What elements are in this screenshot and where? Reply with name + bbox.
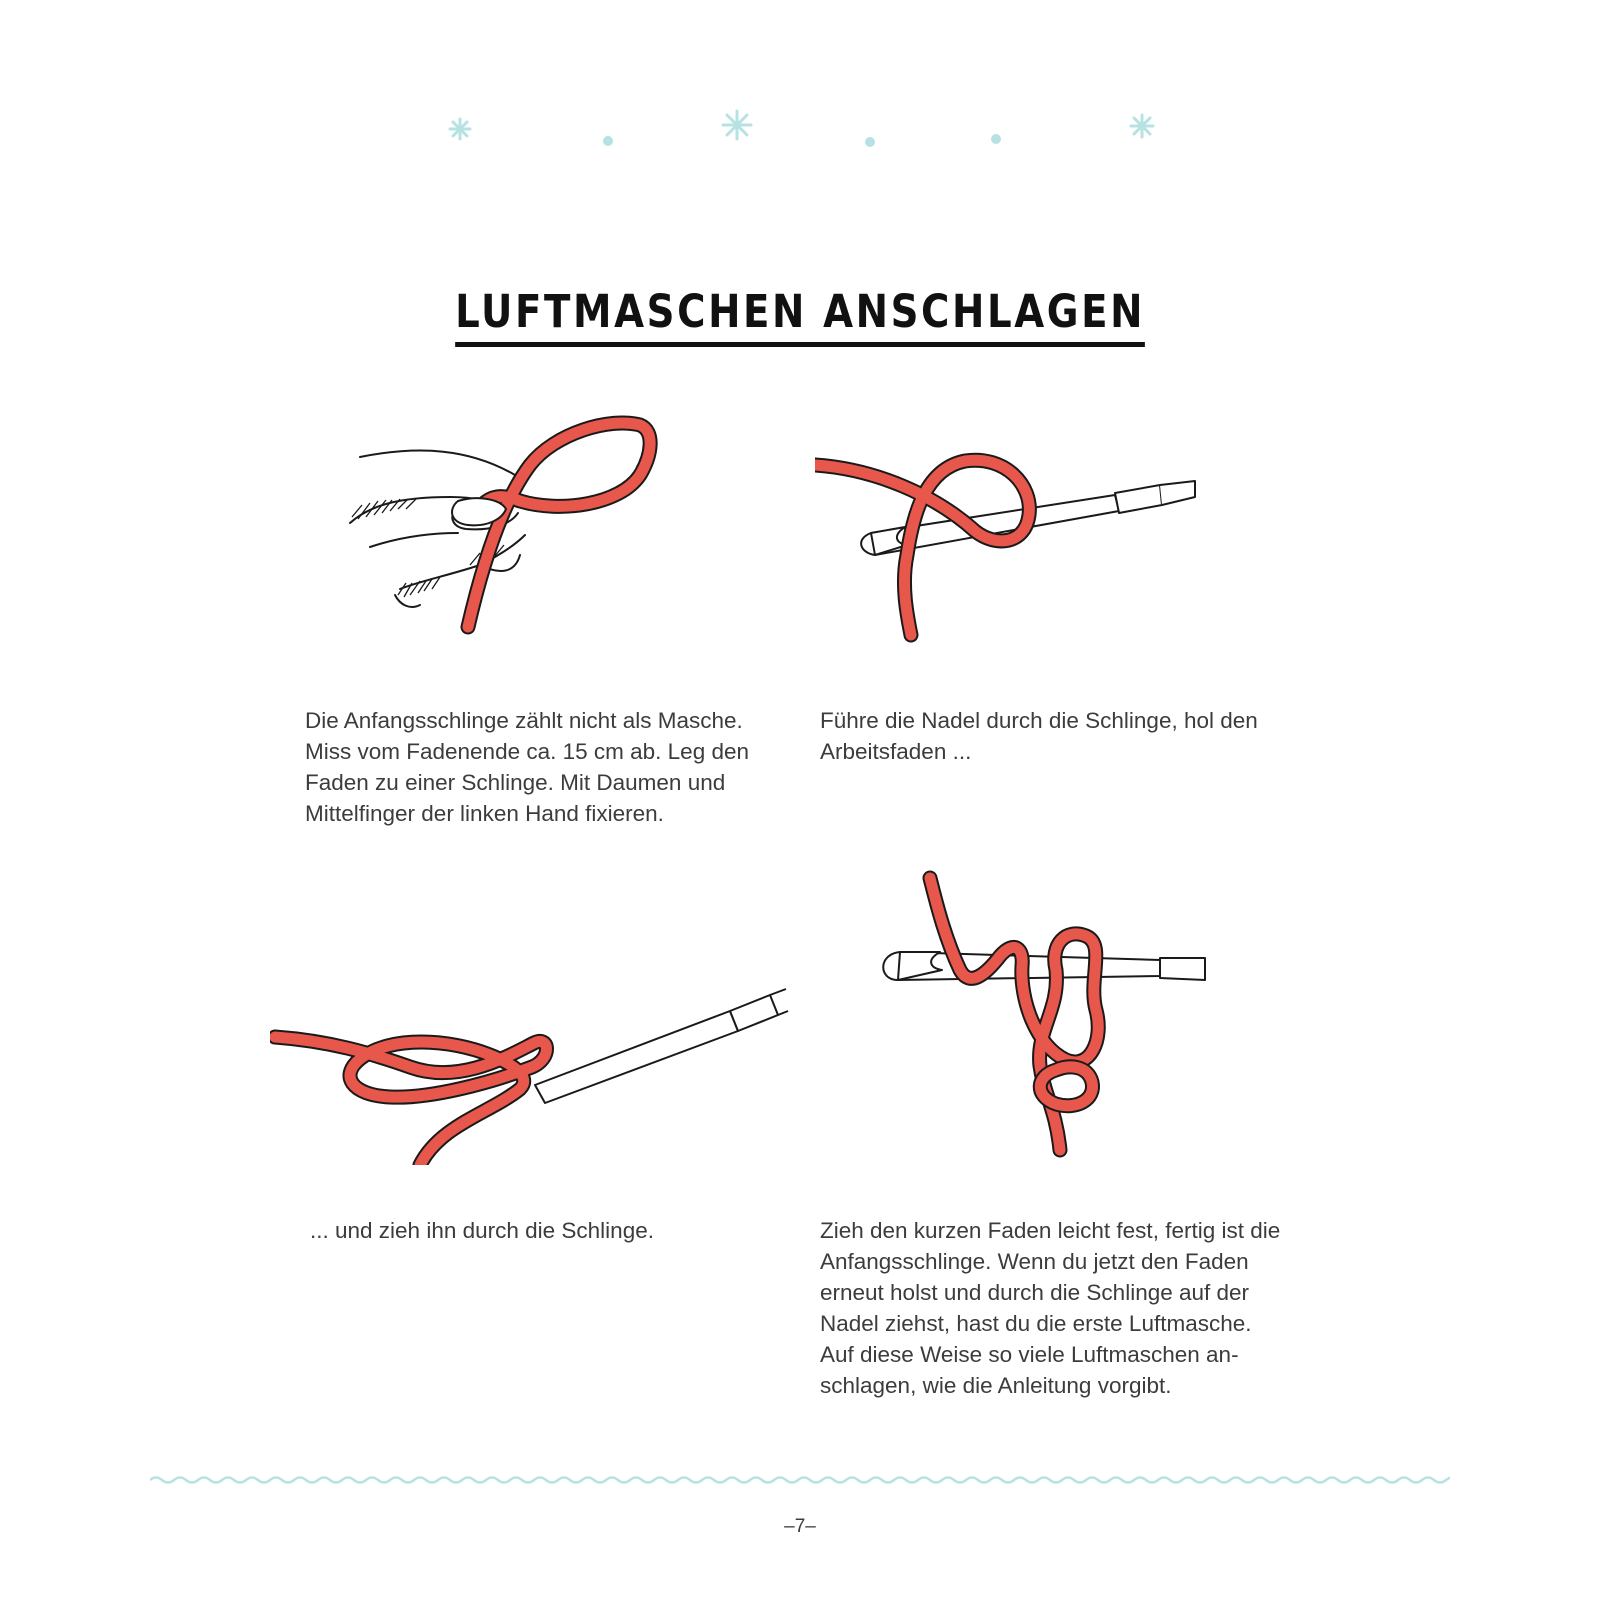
snowflake-icon	[1131, 115, 1153, 137]
illustration-hook-with-slip-knot	[860, 870, 1220, 1160]
step-1-caption: Die Anfangsschlinge zählt nicht als Masche. Miss vom Fadenende ca. 15 cm ab. Leg den Faden zu einer Schlinge. Mit Daumen und Mittelfinger der linken Hand fixieren.	[305, 708, 750, 826]
step-4-caption: Zieh den kurzen Faden leicht fest, fertig ist die Anfangsschlinge. Wenn du jetzt den Faden erneut holst und durch die Schlinge auf der Nadel ziehst, hast du die erste Luftmasche. Auf diese Weise so viele Luftmaschen anschlagen, wie die Anleitung vorgibt.	[820, 1218, 1281, 1398]
page-title-wrapper	[0, 286, 1600, 347]
yarn-strand	[815, 460, 1029, 635]
snowflake-icon	[450, 119, 470, 139]
wave-divider	[150, 1474, 1450, 1486]
illustration-hook-through-loop	[815, 435, 1205, 665]
step-2-caption: Führe die Nadel durch die Schlinge, hol den Arbeitsfaden ...	[820, 708, 1258, 764]
snowflake-decoration	[0, 0, 1600, 200]
dot-icon	[991, 134, 1001, 144]
yarn-strand	[275, 1037, 547, 1165]
illustration-hook-pulling-yarn	[270, 955, 790, 1165]
snowflake-icon	[723, 111, 751, 139]
page-title: LUFTMASCHEN ANSCHLAGEN	[455, 286, 1145, 347]
dot-icon	[603, 136, 613, 146]
crochet-hook	[883, 952, 1205, 980]
step-3-caption: ... und zieh ihn durch die Schlinge.	[310, 1218, 654, 1243]
dot-icon	[865, 137, 875, 147]
page-number: –7–	[784, 1516, 816, 1537]
yarn-strand	[468, 423, 650, 627]
illustration-hand-holding-loop	[340, 405, 680, 655]
crochet-hook	[535, 989, 788, 1103]
yarn-strand	[930, 878, 1098, 1150]
